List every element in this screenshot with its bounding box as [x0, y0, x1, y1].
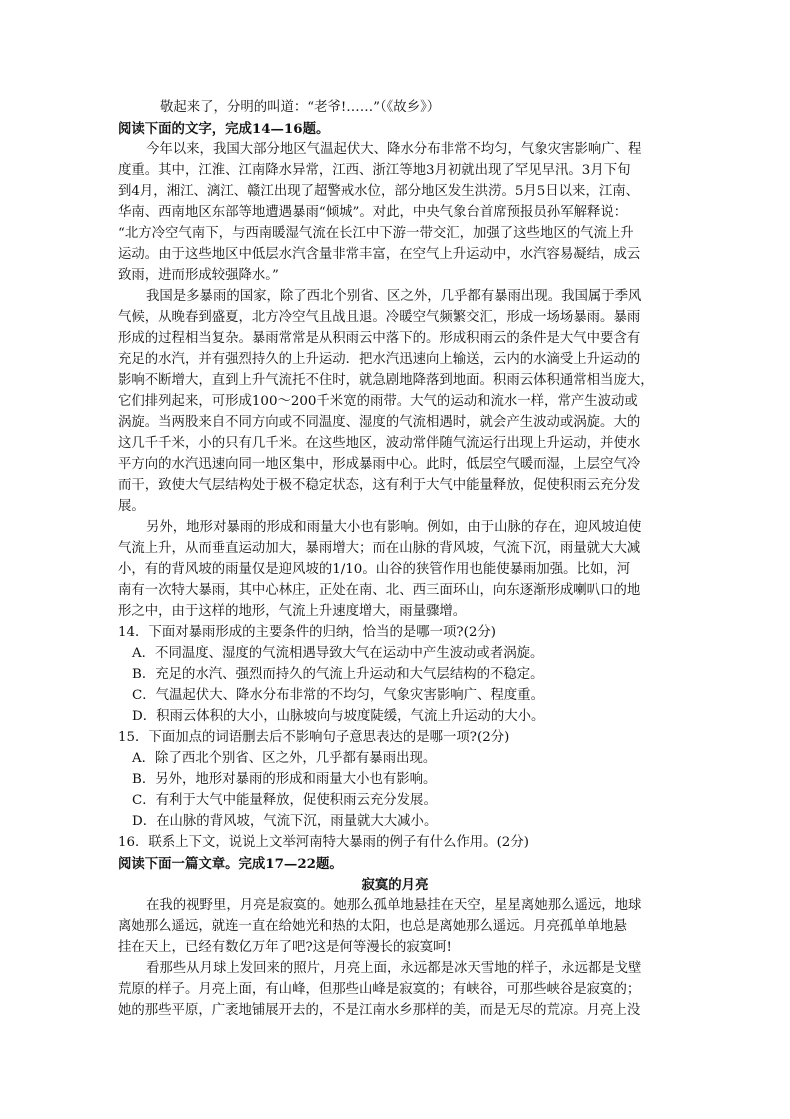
passage1-line: 这几千千米，小的只有几千米。在这些地区，波动常伴随气流运行出现上升运动，并使水	[118, 436, 641, 451]
passage2-line: 在我的视野里，月亮是寂寞的。她那么孤单地悬挂在天空，星星离她那么遥远，地球	[146, 898, 642, 913]
question-15-option-c: C．有利于大气中能量释放，促使积雨云充分发展。	[132, 793, 437, 808]
question-15-stem: 15．下面加点的词语删去后不影响句子意思表达的是哪一项?(2分)	[118, 730, 510, 745]
passage2-title: 寂寞的月亮	[361, 877, 429, 893]
question-15-option-d: D．在山脉的背风坡，气流下沉，雨量就大大减小。	[132, 814, 438, 829]
section1-heading: 阅读下面的文字，完成14—16题。	[118, 121, 330, 137]
passage1-line: 而干，致使大气层结构处于极不稳定状态，这有利于大气中能量释放，促使积雨云充分发	[118, 478, 641, 493]
passage1-line: 影响不断增大，直到上升气流托不住时，就急剧地降落到地面。积雨云体积通常相当庞大，	[118, 373, 654, 388]
passage1-line: 南有一次特大暴雨，其中心林庄，正处在南、北、西三面环山，向东逐渐形成喇叭口的地	[118, 583, 641, 598]
passage1-line: 致雨，进而形成较强降水。”	[118, 268, 279, 283]
passage1-line: 到4月，湘江、漓江、赣江出现了超警戒水位，部分地区发生洪涝。5月5日以来，江南、	[118, 184, 640, 199]
question-15-option-b: B．另外，地形对暴雨的形成和雨量大小也有影响。	[132, 772, 437, 787]
passage1-line: 涡旋。当两股来自不同方向或不同温度、湿度的气流相遇时，就会产生波动或涡旋。大的	[118, 415, 641, 430]
question-15-option-a: A．除了西北个别省、区之外，几乎都有暴雨出现。	[132, 751, 437, 766]
question-14-option-a: A．不同温度、湿度的气流相遇导致大气在运动中产生波动或者涡旋。	[132, 646, 544, 661]
passage2-line: 她的那些平原，广袤地铺展开去的，不是江南水乡那样的美，而是无尽的荒凉。月亮上没	[118, 1003, 641, 1018]
passage1-line: 形成的过程相当复杂。暴雨常常是从积雨云中落下的。形成积雨云的条件是大气中要含有	[118, 331, 641, 346]
question-16-stem: 16．联系上下文，说说上文举河南特大暴雨的例子有什么作用。(2分)	[118, 835, 529, 850]
passage1-line: 展。	[118, 499, 145, 514]
passage2-line: 挂在天上，已经有数亿万年了吧?这是何等漫长的寂寞呵!	[118, 940, 452, 955]
section2-heading: 阅读下面一篇文章。完成17—22题。	[118, 856, 343, 872]
passage1-line: 它们排列起来，可形成100～200千米宽的雨带。大气的运动和流水一样，常产生波动或	[118, 394, 638, 409]
passage1-line: 运动。由于这些地区中低层水汽含量非常丰富，在空气上升运动中，水汽容易凝结，成云	[118, 247, 641, 262]
fragment-line: 敬起来了，分明的叫道：“老爷!……”（《故乡》）	[160, 100, 441, 115]
question-14-stem: 14．下面对暴雨形成的主要条件的归纳，恰当的是哪一项?(2分)	[118, 625, 496, 640]
passage1-line: 气流上升，从而垂直运动加大，暴雨增大；而在山脉的背风坡，气流下沉，雨量就大大减	[118, 541, 641, 556]
passage1-line: 小，有的背风坡的雨量仅是迎风坡的1/10。山谷的狭管作用也能使暴雨加强。比如，河	[118, 562, 631, 577]
passage1-line: 平方向的水汽迅速向同一地区集中，形成暴雨中心。此时，低层空气暖而湿，上层空气冷	[118, 457, 641, 472]
passage1-line: 气候，从晚春到盛夏，北方冷空气且战且退。冷暖空气频繁交汇，形成一场场暴雨。暴雨	[118, 310, 641, 325]
passage2-line: 看那些从月球上发回来的照片，月亮上面，永远都是冰天雪地的样子，永远都是戈壁	[146, 961, 642, 976]
passage1-line: 华南、西南地区东部等地遭遇暴雨“倾城”。对此，中央气象台首席预报员孙军解释说：	[118, 205, 628, 220]
passage1-line: 形之中，由于这样的地形，气流上升速度增大，雨量骤增。	[118, 604, 467, 619]
passage1-line: 另外，地形对暴雨的形成和雨量大小也有影响。例如，由于山脉的存在，迎风坡迫使	[146, 520, 642, 535]
passage1-line: 充足的水汽，并有强烈持久的上升运动．把水汽迅速向上输送，云内的水滴受上升运动的	[118, 352, 641, 367]
passage1-line: “北方冷空气南下，与西南暖湿气流在长江中下游一带交汇，加强了这些地区的气流上升	[118, 226, 634, 241]
passage1-line: 度重。其中，江淮、江南降水异常，江西、浙江等地3月初就出现了罕见早汛。3月下旬	[118, 163, 631, 178]
passage2-line: 离她那么遥远，就连一直在给她光和热的太阳，也总是离她那么遥远。月亮孤单单地悬	[118, 919, 627, 934]
passage2-line: 荒原的样子。月亮上面，有山峰，但那些山峰是寂寞的；有峡谷，可那些峡谷是寂寞的；	[118, 982, 641, 997]
passage1-line: 今年以来，我国大部分地区气温起伏大、降水分布非常不均匀，气象灾害影响广、程	[146, 142, 642, 157]
passage1-line: 我国是多暴雨的国家，除了西北个别省、区之外，几乎都有暴雨出现。我国属于季风	[146, 289, 642, 304]
question-14-option-b: B．充足的水汽、强烈而持久的气流上升运动和大气层结构的不稳定。	[132, 667, 544, 682]
question-14-option-d: D．积雨云体积的大小，山脉坡向与坡度陡缓，气流上升运动的大小。	[132, 709, 545, 724]
question-14-option-c: C．气温起伏大、降水分布非常的不均匀，气象灾害影响广、程度重。	[132, 688, 544, 703]
